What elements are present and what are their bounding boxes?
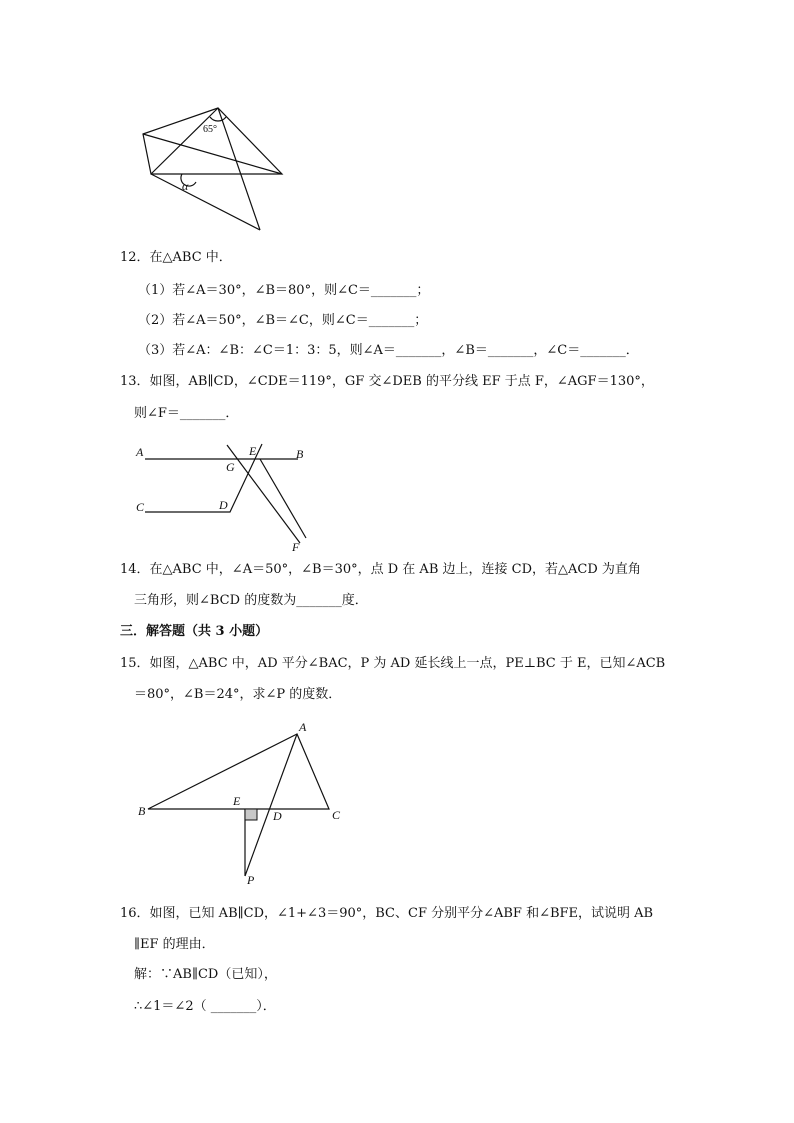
figure1-label-alpha: α [182, 179, 189, 193]
q13-label-g: G [226, 460, 235, 474]
q13-label-d: D [219, 498, 228, 512]
q13-label-a: A [136, 445, 144, 459]
q15-right-angle-mark [245, 809, 257, 820]
q14-line1: 14．在△ABC 中，∠A＝50°，∠B＝30°，点 D 在 AB 边上，连接 CD，若△ACD 为直角 [120, 562, 641, 577]
figure-q13 [130, 440, 320, 555]
q15-label-c: C [332, 808, 341, 822]
figure-angle-65 [130, 100, 300, 235]
q15-label-p: P [247, 873, 255, 887]
q15-line2: ＝80°，∠B＝24°，求∠P 的度数． [134, 687, 342, 702]
figure1-label-65: 65° [203, 124, 217, 135]
q15-label-d: D [273, 809, 282, 823]
q16-line4: ∴∠1＝∠2（ _______）． [134, 999, 276, 1014]
q13-label-f: F [292, 540, 300, 554]
q13-label-e: E [249, 444, 257, 458]
q12-part1: （1）若∠A＝30°，∠B＝80°，则∠C＝_______； [138, 283, 430, 298]
q12-part3: （3）若∠A：∠B：∠C＝1：3：5，则∠A＝_______，∠B＝_______，∠C＝_______． [138, 343, 639, 358]
q15-label-b: B [138, 804, 146, 818]
figure1-arc-65 [210, 117, 226, 121]
figure-q15 [132, 716, 352, 888]
q13-label-c: C [136, 500, 145, 514]
section-3-title: 三．解答题（共 3 小题） [120, 624, 269, 639]
q15-label-a: A [299, 720, 307, 734]
figure1-line-c [151, 108, 218, 174]
q15-line1: 15．如图，△ABC 中，AD 平分∠BAC，P 为 AD 延长线上一点，PE⊥BC 于 E，已知∠ACB [120, 656, 666, 671]
q13-line2: 则∠F＝_______． [134, 406, 239, 421]
q15-label-e: E [233, 794, 241, 808]
figure1-line-a [143, 134, 282, 174]
q13-label-b: B [296, 447, 304, 461]
q13-line1: 13．如图，AB∥CD，∠CDE＝119°，GF 交∠DEB 的平分线 EF 于点 F，∠AGF＝130°， [120, 374, 654, 389]
q13-line-cd [145, 444, 262, 512]
q12-part2: （2）若∠A＝50°，∠B＝∠C，则∠C＝_______； [138, 313, 428, 328]
q16-line1: 16．如图，已知 AB∥CD，∠1+∠3＝90°，BC、CF 分别平分∠ABF 和∠BFE，试说明 AB [120, 906, 654, 921]
figure1-triangle-outer [143, 108, 282, 174]
q15-line-ap [245, 734, 297, 876]
q16-line3: 解：∵AB∥CD（已知）， [134, 967, 277, 982]
q12-stem: 12．在△ABC 中． [120, 250, 232, 265]
q16-line2: ∥EF 的理由． [134, 937, 215, 952]
q14-line2: 三角形，则∠BCD 的度数为_______度． [134, 593, 368, 608]
